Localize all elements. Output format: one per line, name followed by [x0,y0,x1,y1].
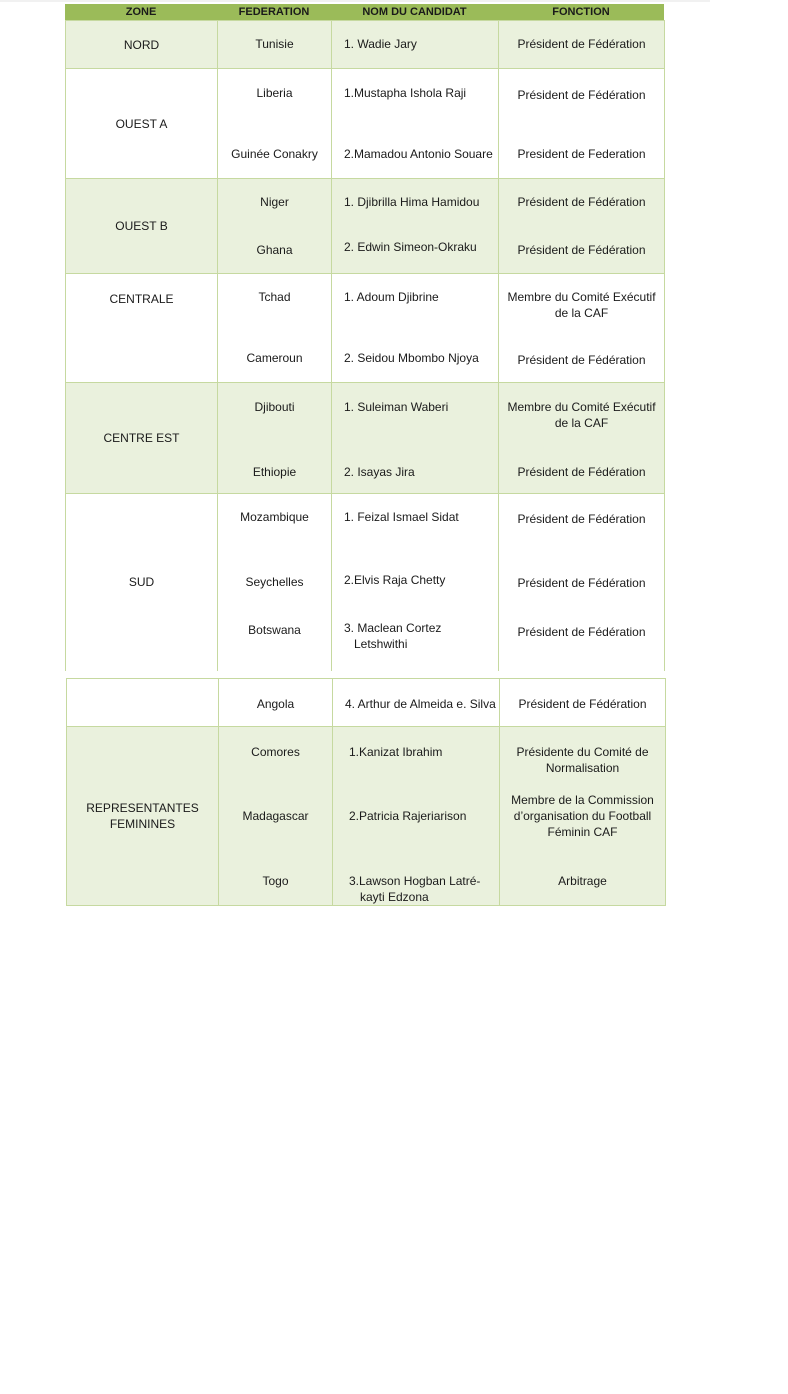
federation-name: Comores [251,745,300,759]
function-text: de la CAF [554,306,609,320]
table-row [66,69,665,179]
page-top-edge [0,0,710,2]
candidate-cell [332,69,499,179]
function-text: Membre du Comité Exécutif [507,400,656,414]
candidate-name: 1.Kanizat Ibrahim [349,745,443,759]
zone-label: CENTRE EST [103,431,180,445]
function-cell [499,69,665,179]
federation-name: Botswana [248,623,301,637]
table-row [66,494,665,671]
federation-cell [218,494,332,671]
candidate-name: 3.Lawson Hogban Latré- [349,874,481,888]
header-federation: FEDERATION [238,6,310,18]
table-header [65,4,664,20]
function-text: President de Federation [517,147,646,161]
zone-cell [67,727,219,906]
function-text: d’organisation du Football [513,809,652,823]
candidate-name: 2. Edwin Simeon-Okraku [344,240,477,254]
federation-name: Angola [256,697,295,711]
federation-cell [218,274,332,383]
function-text: Président de Fédération [517,465,646,479]
function-text: Membre de la Commission [511,793,654,807]
zone-label: FEMININES [109,817,176,831]
function-cell [499,383,665,494]
zone-cell [66,21,218,69]
candidate-cell [332,274,499,383]
header-zone: ZONE [125,6,157,18]
candidate-name: 2. Isayas Jira [344,465,415,479]
federation-name: Djibouti [254,400,295,414]
candidate-name: 1.Mustapha Ishola Raji [344,86,467,100]
function-text: Président de Fédération [517,37,646,51]
candidate-name: 2.Patricia Rajeriarison [349,809,467,823]
candidate-cell [332,383,499,494]
candidate-cell [333,727,500,906]
function-cell [499,21,665,69]
function-text: de la CAF [554,416,609,430]
federation-cell [218,179,332,274]
federation-cell [219,727,333,906]
federation-cell [218,69,332,179]
function-text: Membre du Comité Exécutif [507,290,656,304]
federation-name: Tunisie [255,37,294,51]
federation-cell [218,21,332,69]
candidate-name: 4. Arthur de Almeida e. Silva [345,697,496,711]
zone-label: NORD [123,37,160,52]
zone-label: CENTRALE [109,292,174,306]
function-text: Président de Fédération [517,512,646,526]
function-cell [500,727,666,906]
zone-cell [67,679,219,727]
function-text: Président de Fédération [517,88,646,102]
federation-name: Ethiopie [252,465,297,479]
federation-name: Ghana [256,243,293,257]
zone-label: OUEST A [115,116,168,131]
function-text: Président de Fédération [517,195,646,209]
candidate-name: Letshwithi [354,637,408,651]
zone-label: SUD [128,575,155,590]
table-row [66,179,665,274]
candidate-name: 1. Adoum Djibrine [344,290,439,304]
zone-cell [66,179,218,274]
function-text: Président de Fédération [517,353,646,367]
candidate-name: 1. Feizal Ismael Sidat [344,510,459,524]
zone-cell [66,383,218,494]
function-text: Président de Fédération [517,576,646,590]
candidate-cell [332,494,499,671]
federation-name: Cameroun [246,351,303,365]
candidate-name: 2.Mamadou Antonio Souare [344,147,493,161]
zone-label: OUEST B [115,219,168,233]
table-row [67,679,666,727]
function-text: Arbitrage [558,874,607,888]
continuation-table [66,678,666,906]
candidate-name: kayti Edzona [360,890,429,904]
candidate-name: 2. Seidou Mbombo Njoya [344,351,479,365]
candidate-name: 1. Djibrilla Hima Hamidou [344,195,480,209]
table-row [66,21,665,69]
federation-cell [218,383,332,494]
header-function: FONCTION [552,6,610,18]
table-row [66,383,665,494]
zone-cell [66,274,218,383]
function-cell [499,274,665,383]
candidate-name: 1. Suleiman Waberi [344,400,449,414]
candidates-table [65,20,665,671]
function-text: Présidente du Comité de [516,745,649,759]
federation-name: Seychelles [245,575,304,589]
candidate-name: 3. Maclean Cortez [344,621,442,635]
zone-cell [66,494,218,671]
function-cell [500,679,666,727]
header-candidate: NOM DU CANDIDAT [362,6,467,18]
federation-name: Niger [260,195,289,209]
federation-name: Mozambique [240,510,309,524]
function-text: Normalisation [545,761,620,775]
federation-name: Guinée Conakry [231,147,318,161]
candidate-cell [332,179,499,274]
function-text: Président de Fédération [517,243,646,257]
federation-name: Tchad [258,290,291,304]
function-text: Féminin CAF [547,825,618,839]
function-cell [499,179,665,274]
table-row [66,274,665,383]
federation-name: Liberia [256,86,293,100]
zone-cell [66,69,218,179]
candidate-cell [333,679,500,727]
candidate-name: 2.Elvis Raja Chetty [344,573,446,587]
federation-cell [219,679,333,727]
federation-name: Togo [262,874,289,888]
zone-label: REPRESENTANTES [86,801,199,815]
function-cell [499,494,665,671]
candidate-cell [332,21,499,69]
table-row [67,727,666,906]
candidate-name: 1. Wadie Jary [344,37,417,51]
federation-name: Madagascar [242,809,309,823]
function-text: Président de Fédération [517,625,646,639]
function-text: Président de Fédération [518,697,647,711]
